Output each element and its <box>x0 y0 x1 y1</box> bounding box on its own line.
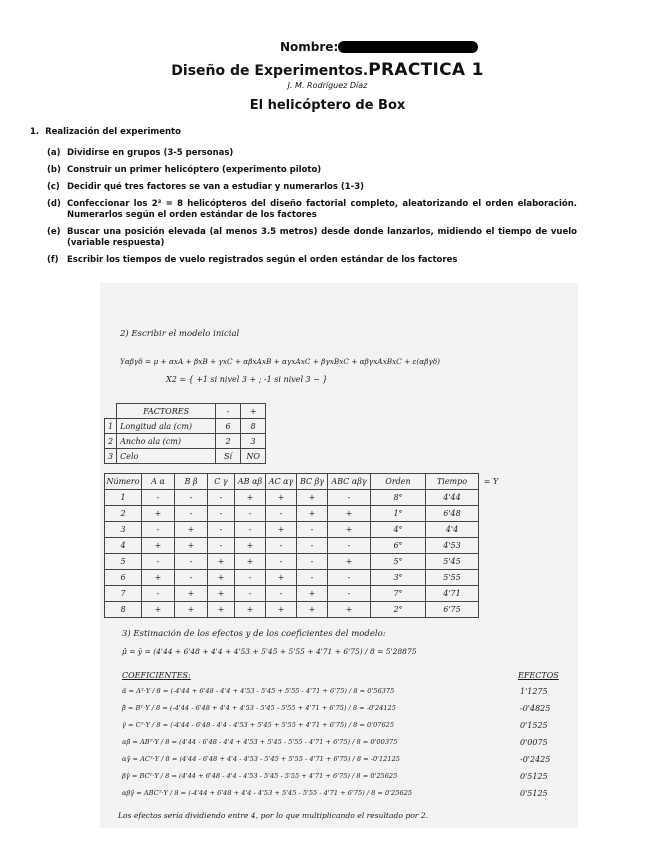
cell: - <box>142 522 175 538</box>
table-row <box>105 419 266 434</box>
coefficients-title: COEFICIENTES: <box>122 671 191 680</box>
cell: - <box>328 586 371 602</box>
item-label: (e) <box>47 227 61 237</box>
item-label: (c) <box>47 182 60 192</box>
cell: + <box>175 522 208 538</box>
cell: 6'75 <box>426 602 479 618</box>
footer-note: Los efectos sería dividiendo entre 4, por lo que multiplicando el resultado por 2. <box>118 811 429 820</box>
effect-value: 0'5125 <box>520 772 548 781</box>
coef-line: βγ̂ = BCᵀ·Y / 8 = (4'44 + 6'48 - 4'4 - 4'53 - 5'45 - 5'55 + 4'71 + 6'75) / 8 = 0'25625 <box>122 772 398 780</box>
cell: + <box>142 538 175 554</box>
coef-line: αβγ̂ = ABCᵀ·Y / 8 = (-4'44 + 6'48 + 4'4 - 4'53 + 5'45 - 5'55 - 4'71 + 6'75) / 8 = 0'25625 <box>122 789 413 797</box>
table-row <box>105 490 504 506</box>
heading-2: 2) Escribir el modelo inicial <box>120 329 240 339</box>
item-label: (a) <box>47 148 61 158</box>
factor-number: 2 <box>105 434 117 449</box>
col-header: AB αβ <box>235 474 266 490</box>
cell: 5° <box>371 554 426 570</box>
design-header-row <box>105 474 504 490</box>
col-header: Tiempo <box>426 474 479 490</box>
cell: 4'44 <box>426 490 479 506</box>
mu-estimate: μ̂ = ȳ = (4'44 + 6'48 + 4'4 + 4'53 + 5'45 + 5'55 + 4'71 + 6'75) / 8 = 5'28875 <box>122 647 417 656</box>
cell: + <box>266 602 297 618</box>
cell: + <box>297 586 328 602</box>
plus-header: + <box>241 404 266 419</box>
cell: 1° <box>371 506 426 522</box>
factor-plus: NO <box>241 449 266 464</box>
cell: + <box>142 570 175 586</box>
cell: - <box>328 538 371 554</box>
cell: 1 <box>105 490 142 506</box>
item-label: (d) <box>47 199 61 209</box>
item-text: Decidir qué tres factores se van a estudiar y numerarlos (1-3) <box>67 182 365 192</box>
col-header: B β <box>175 474 208 490</box>
cell: 6 <box>105 570 142 586</box>
effect-value: 0'5125 <box>520 789 548 798</box>
cell: - <box>266 586 297 602</box>
cell: + <box>328 506 371 522</box>
table-row <box>105 434 266 449</box>
cell: - <box>208 506 235 522</box>
cell: - <box>175 554 208 570</box>
factor-minus: 6 <box>216 419 241 434</box>
table-row <box>105 449 266 464</box>
cell: + <box>235 554 266 570</box>
effect-value: 0'1525 <box>520 721 548 730</box>
factor-name: Longitud ala (cm) <box>117 419 216 434</box>
item-text: Escribir los tiempos de vuelo registrados según el orden estándar de los factores <box>67 255 458 265</box>
cell: + <box>208 602 235 618</box>
cell: + <box>266 570 297 586</box>
factor-number: 1 <box>105 419 117 434</box>
factor-plus: 3 <box>241 434 266 449</box>
course-title: Diseño de Experimentos. <box>171 63 369 79</box>
cell: 6'48 <box>426 506 479 522</box>
cell: + <box>235 602 266 618</box>
cell: + <box>208 554 235 570</box>
cell: + <box>297 490 328 506</box>
cell: - <box>142 554 175 570</box>
cell: - <box>235 506 266 522</box>
item-text: Construir un primer helicóptero (experimento piloto) <box>67 165 322 175</box>
table-row <box>105 554 504 570</box>
cell: - <box>142 586 175 602</box>
cell: + <box>328 522 371 538</box>
cell: + <box>297 506 328 522</box>
cell: + <box>175 538 208 554</box>
list-item <box>47 255 577 266</box>
list-item <box>47 199 577 221</box>
coef-line: β̂ = Bᵀ·Y / 8 = (-4'44 - 6'48 + 4'4 + 4'53 - 5'45 - 5'55 + 4'71 + 6'75) / 8 = -0'24125 <box>122 704 396 712</box>
coef-line: αγ̂ = ACᵀ·Y / 8 = (4'44 - 6'48 + 4'4 - 4'53 - 5'45 + 5'55 - 4'71 + 6'75) / 8 = -0'12125 <box>122 755 400 763</box>
cell: + <box>266 490 297 506</box>
item-text: Confeccionar los 2³ = 8 helicópteros del diseño factorial completo, aleatorizando el orden elaboración. Numerarlos según el orden estándar de los factores <box>67 199 577 220</box>
minus-header: - <box>216 404 241 419</box>
cell: + <box>175 602 208 618</box>
document-title <box>0 60 655 80</box>
coef-line: γ̂ = Cᵀ·Y / 8 = (-4'44 - 6'48 - 4'4 - 4'53 + 5'45 + 5'55 + 4'71 + 6'75) / 8 = 0'07625 <box>122 721 395 729</box>
section-heading <box>30 127 181 137</box>
factor-plus: 8 <box>241 419 266 434</box>
name-label: Nombre: <box>280 40 339 54</box>
factors-table <box>104 403 266 464</box>
section-number: 1. <box>30 127 40 137</box>
table-row <box>105 522 504 538</box>
factor-name: Celo <box>117 449 216 464</box>
list-item <box>47 148 577 159</box>
col-header: ABC αβγ <box>328 474 371 490</box>
cell: + <box>142 602 175 618</box>
cell: 5'45 <box>426 554 479 570</box>
cell: 8 <box>105 602 142 618</box>
cell: 2° <box>371 602 426 618</box>
cell: - <box>328 570 371 586</box>
effect-value: -0'2425 <box>520 755 551 764</box>
col-header: BC βγ <box>297 474 328 490</box>
cell: - <box>208 538 235 554</box>
cell: 4'4 <box>426 522 479 538</box>
instruction-list <box>47 148 577 272</box>
col-header: Orden <box>371 474 426 490</box>
cell: - <box>235 586 266 602</box>
table-row <box>105 586 504 602</box>
cell: 4'53 <box>426 538 479 554</box>
redacted-name <box>338 41 478 53</box>
effect-value: 1'1275 <box>520 687 548 696</box>
factor-number: 3 <box>105 449 117 464</box>
cell: 7° <box>371 586 426 602</box>
y-label: = Y <box>483 477 499 486</box>
design-table <box>104 473 504 618</box>
subtitle: El helicóptero de Box <box>249 98 406 113</box>
cell: - <box>235 522 266 538</box>
section-title: Realización del experimento <box>45 127 181 137</box>
cell: 6° <box>371 538 426 554</box>
cell: 7 <box>105 586 142 602</box>
practica-title: PRACTICA 1 <box>368 60 484 80</box>
cell: + <box>235 490 266 506</box>
cell: 4° <box>371 522 426 538</box>
cell: + <box>208 586 235 602</box>
effect-value: 0'0075 <box>520 738 548 747</box>
item-text: Dividirse en grupos (3-5 personas) <box>67 148 234 158</box>
author-line: J. M. Rodríguez Díaz <box>287 81 368 90</box>
list-item <box>47 165 577 176</box>
cell: - <box>266 506 297 522</box>
col-header: Número <box>105 474 142 490</box>
cell: - <box>142 490 175 506</box>
cell: 4 <box>105 538 142 554</box>
col-header: AC αγ <box>266 474 297 490</box>
effects-title: EFECTOS <box>518 671 559 680</box>
cell: + <box>328 602 371 618</box>
cell: - <box>208 490 235 506</box>
cell: + <box>266 522 297 538</box>
cell: - <box>235 570 266 586</box>
cell: + <box>175 586 208 602</box>
table-row <box>105 506 504 522</box>
item-text: Buscar una posición elevada (al menos 3.5 metros) desde donde lanzarlos, midiendo el tiempo de vuelo (variable respuesta) <box>67 227 577 248</box>
cell: - <box>297 522 328 538</box>
cell: 2 <box>105 506 142 522</box>
table-row <box>105 538 504 554</box>
cell: - <box>266 554 297 570</box>
coef-line: αβ̂ = ABᵀ·Y / 8 = (4'44 - 6'48 - 4'4 + 4'53 + 5'45 - 5'55 - 4'71 + 6'75) / 8 = 0'00375 <box>122 738 398 746</box>
cell: - <box>297 554 328 570</box>
factor-minus: Sí <box>216 449 241 464</box>
col-header: A α <box>142 474 175 490</box>
table-row <box>105 570 504 586</box>
cell: - <box>175 506 208 522</box>
coef-line: α̂ = Aᵀ·Y / 8 = (-4'44 + 6'48 - 4'4 + 4'53 - 5'45 + 5'55 - 4'71 + 6'75) / 8 = 0'56375 <box>122 687 395 695</box>
factor-name: Ancho ala (cm) <box>117 434 216 449</box>
cell: - <box>175 570 208 586</box>
col-header: C γ <box>208 474 235 490</box>
cell: + <box>328 554 371 570</box>
cell: 4'71 <box>426 586 479 602</box>
list-item <box>47 227 577 249</box>
cell: - <box>266 538 297 554</box>
effect-value: -0'4825 <box>520 704 551 713</box>
cell: - <box>175 490 208 506</box>
cell: - <box>297 570 328 586</box>
cell: 3° <box>371 570 426 586</box>
cell: + <box>208 570 235 586</box>
cell: + <box>235 538 266 554</box>
x2-definition: X2 = { +1 si nivel 3 + ; -1 si nivel 3 − } <box>166 375 328 384</box>
factor-minus: 2 <box>216 434 241 449</box>
list-item <box>47 182 577 193</box>
cell: 5'55 <box>426 570 479 586</box>
table-row <box>105 602 504 618</box>
cell: - <box>297 538 328 554</box>
cell: - <box>328 490 371 506</box>
cell: + <box>142 506 175 522</box>
cell: 3 <box>105 522 142 538</box>
item-label: (f) <box>47 255 59 265</box>
item-label: (b) <box>47 165 61 175</box>
factors-title: FACTORES <box>117 404 216 419</box>
cell: - <box>208 522 235 538</box>
cell: 5 <box>105 554 142 570</box>
scanned-handwritten-page <box>100 283 578 828</box>
heading-3: 3) Estimación de los efectos y de los coeficientes del modelo: <box>122 629 386 639</box>
cell: 8° <box>371 490 426 506</box>
model-equation: Yαβγδ = μ + αxA + βxB + γxC + αβxAxB + αγxAxC + βγxBxC + αβγxAxBxC + ε(αβγδ) <box>120 357 441 366</box>
cell: + <box>297 602 328 618</box>
